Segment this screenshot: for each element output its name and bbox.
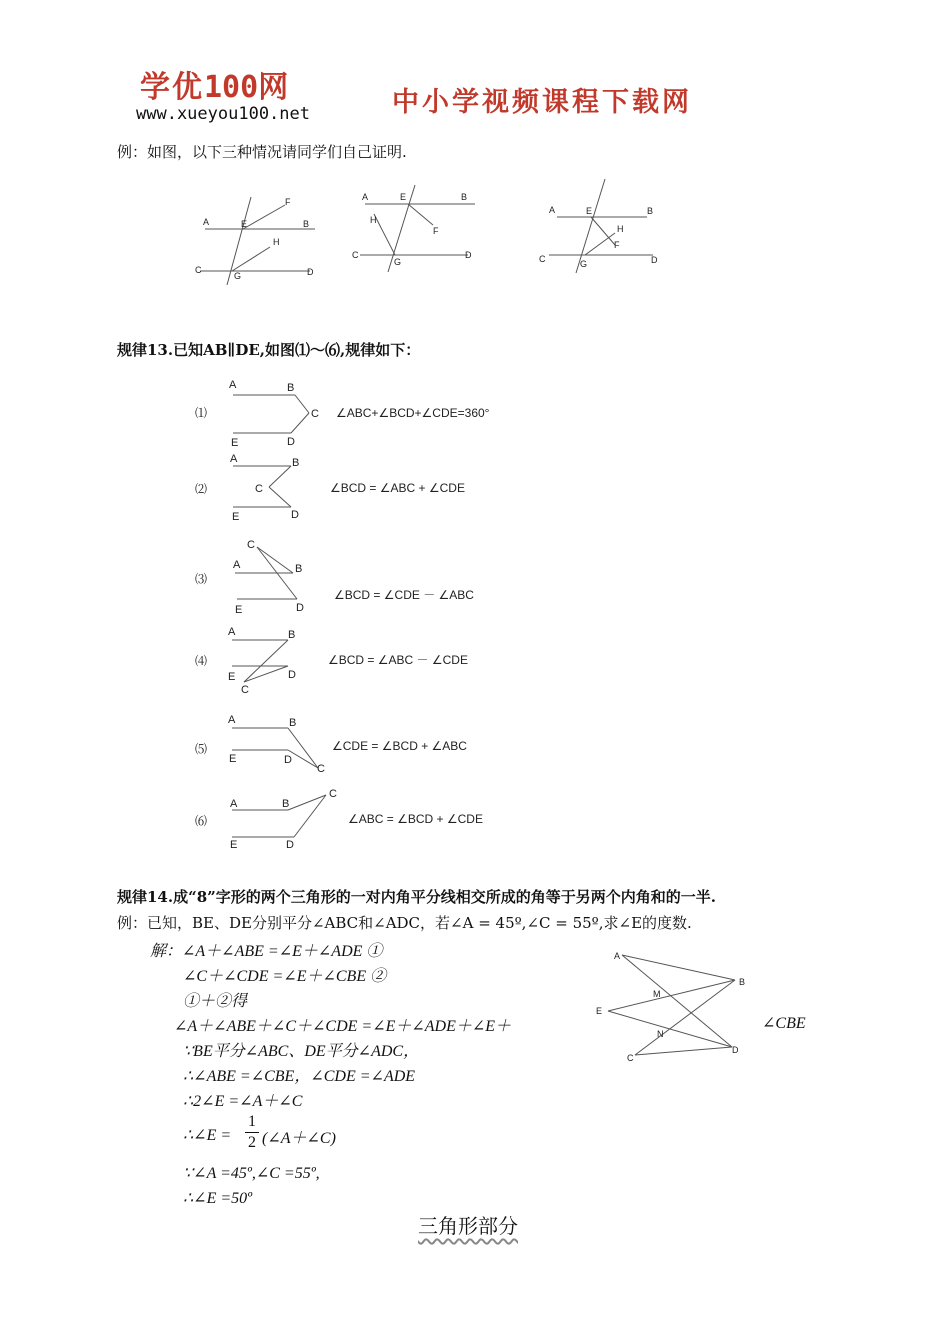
r13f3-label-B: B [295,563,303,575]
section-title: 三角形部分 [418,1214,518,1238]
solution-line-8-tail: (∠A＋∠C) [262,1130,336,1147]
solution-line-7: ∴2∠E =∠A＋∠C [183,1093,303,1110]
r13f4-label-C: C [241,684,249,696]
r13f5-label-D: D [284,754,292,766]
solution-line-9: ∵∠A =45º,∠C =55º, [183,1165,320,1182]
r13f2-label-C: C [255,483,263,495]
r13f4-label-D: D [288,669,296,681]
rule13-figure-3 [225,537,315,617]
r13f6-label-A: A [230,798,238,810]
fig2-label-D: D [465,250,472,260]
fig2-label-G: G [394,257,402,267]
r14-label-C: C [627,1053,634,1063]
fraction-numerator: 1 [248,1113,256,1130]
r13f4-label-B: B [288,629,296,641]
r13f6-label-C: C [329,788,337,800]
r13f1-label-A: A [229,379,237,391]
fig1-label-H: H [273,237,280,247]
fig3-label-H: H [617,224,624,234]
fig3-label-C: C [539,254,546,264]
fig3-label-B: B [647,206,654,216]
solution-line-3: ①＋②得 [183,993,248,1010]
rule14-example: 例：已知，BE、DE分别平分∠ABC和∠ADC，若∠A = 45º,∠C = 55º,求∠E的度数. [117,914,692,932]
logo-number: 100 [204,70,259,105]
fig1-label-C: C [195,265,202,275]
r14-label-D: D [732,1045,739,1055]
rule13-figure-2 [225,452,320,524]
r13f4-label-E: E [228,671,236,683]
r13f2-label-A: A [230,453,238,465]
rule13-title: 规律13.已知AB∥DE,如图⑴～⑹,规律如下： [117,341,421,359]
r13f1-label-E: E [231,437,239,449]
fig2-label-E: E [400,192,407,202]
example1-figure-1 [185,185,325,285]
r14-label-B: B [739,977,746,987]
solution-line-4: ∠A＋∠ABE＋∠C＋∠CDE =∠E＋∠ADE＋∠E＋ [174,1018,512,1035]
fig2-label-C: C [352,250,359,260]
logo-chinese: 学优 [140,70,204,105]
rule13-item3-number: ⑶ [195,572,208,586]
rule14-title: 规律14.成“8”字形的两个三角形的一对内角平分线相交所成的角等于另两个内角和的一半. [117,888,717,906]
solution-line-1: 解：∠A＋∠ABE =∠E＋∠ADE ① [150,943,383,960]
fig1-label-A: A [203,217,210,227]
fig3-label-E: E [586,206,593,216]
r13f6-label-B: B [282,798,290,810]
solution-line-6: ∴∠ABE =∠CBE，∠CDE =∠ADE [183,1068,416,1085]
fig1-label-D: D [307,267,314,277]
example1-figure-3 [535,175,675,275]
rule13-item1-number: ⑴ [195,406,208,420]
rule13-item5-formula: ∠CDE = ∠BCD + ∠ABC [332,739,467,753]
example1-figure-2 [350,180,490,275]
solution-line-5: ∵BE平分∠ABC、DE平分∠ADC， [183,1043,420,1060]
solution-line-4-tail: ∠CBE [762,1015,806,1032]
fig3-label-F: F [614,240,620,250]
rule14-figure [590,945,765,1065]
fig1-label-E: E [241,219,248,229]
rule13-figure-6 [222,785,352,855]
rule13-figure-5 [222,710,332,780]
r13f3-label-C: C [247,539,255,551]
r13f1-label-D: D [287,436,295,448]
r13f2-label-D: D [291,509,299,521]
fig1-label-G: G [234,271,242,281]
r13f3-label-E: E [235,604,243,616]
r13f2-label-E: E [232,511,240,523]
fig2-label-H: H [370,215,377,225]
fig2-label-A: A [362,192,369,202]
r13f2-label-B: B [292,457,300,469]
rule13-item4-number: ⑷ [195,654,208,668]
fig2-label-F: F [433,226,439,236]
r13f5-label-E: E [229,753,237,765]
r13f1-label-C: C [311,408,319,420]
fraction-denominator: 2 [245,1132,259,1153]
site-logo [140,62,290,106]
rule13-item6-formula: ∠ABC = ∠BCD + ∠CDE [348,812,483,826]
r13f5-label-A: A [228,714,236,726]
r13f5-label-B: B [289,717,297,729]
r13f4-label-A: A [228,626,236,638]
rule13-item5-number: ⑸ [195,742,208,756]
fraction-half [245,1112,259,1153]
fig1-label-B: B [303,219,310,229]
solution-line-10: ∴∠E =50º [183,1190,253,1207]
rule13-item1-formula: ∠ABC+∠BCD+∠CDE=360° [336,406,490,420]
rule13-item3-formula: ∠BCD = ∠CDE － ∠ABC [334,588,474,602]
r14-label-N: N [657,1029,664,1039]
example1-text: 例：如图，以下三种情况请同学们自己证明. [117,143,407,161]
fig1-label-F: F [285,197,291,207]
rule13-item2-formula: ∠BCD = ∠ABC + ∠CDE [330,481,465,495]
rule13-figure-4 [222,622,312,697]
r13f3-label-A: A [233,559,241,571]
rule13-item6-number: ⑹ [195,814,208,828]
rule13-item4-formula: ∠BCD = ∠ABC － ∠CDE [328,653,468,667]
rule13-figure-1 [225,375,330,450]
r13f3-label-D: D [296,602,304,614]
fig3-label-A: A [549,205,556,215]
r13f6-label-D: D [286,839,294,851]
fig3-label-D: D [651,255,658,265]
r14-label-A: A [614,951,621,961]
r13f1-label-B: B [287,382,295,394]
logo-net-char: 网 [258,70,291,105]
rule13-item2-number: ⑵ [195,482,208,496]
fig2-label-B: B [461,192,468,202]
r14-label-E: E [596,1006,603,1016]
site-url[interactable]: www.xueyou100.net [136,104,310,124]
r13f6-label-E: E [230,839,238,851]
site-slogan: 中小学视频课程下载网 [392,87,692,118]
solution-line-8: ∴∠E = [183,1127,232,1144]
fig3-label-G: G [580,259,588,269]
solution-line-2: ∠C＋∠CDE =∠E＋∠CBE ② [183,968,387,985]
r13f5-label-C: C [317,763,325,775]
r14-label-M: M [653,989,661,999]
